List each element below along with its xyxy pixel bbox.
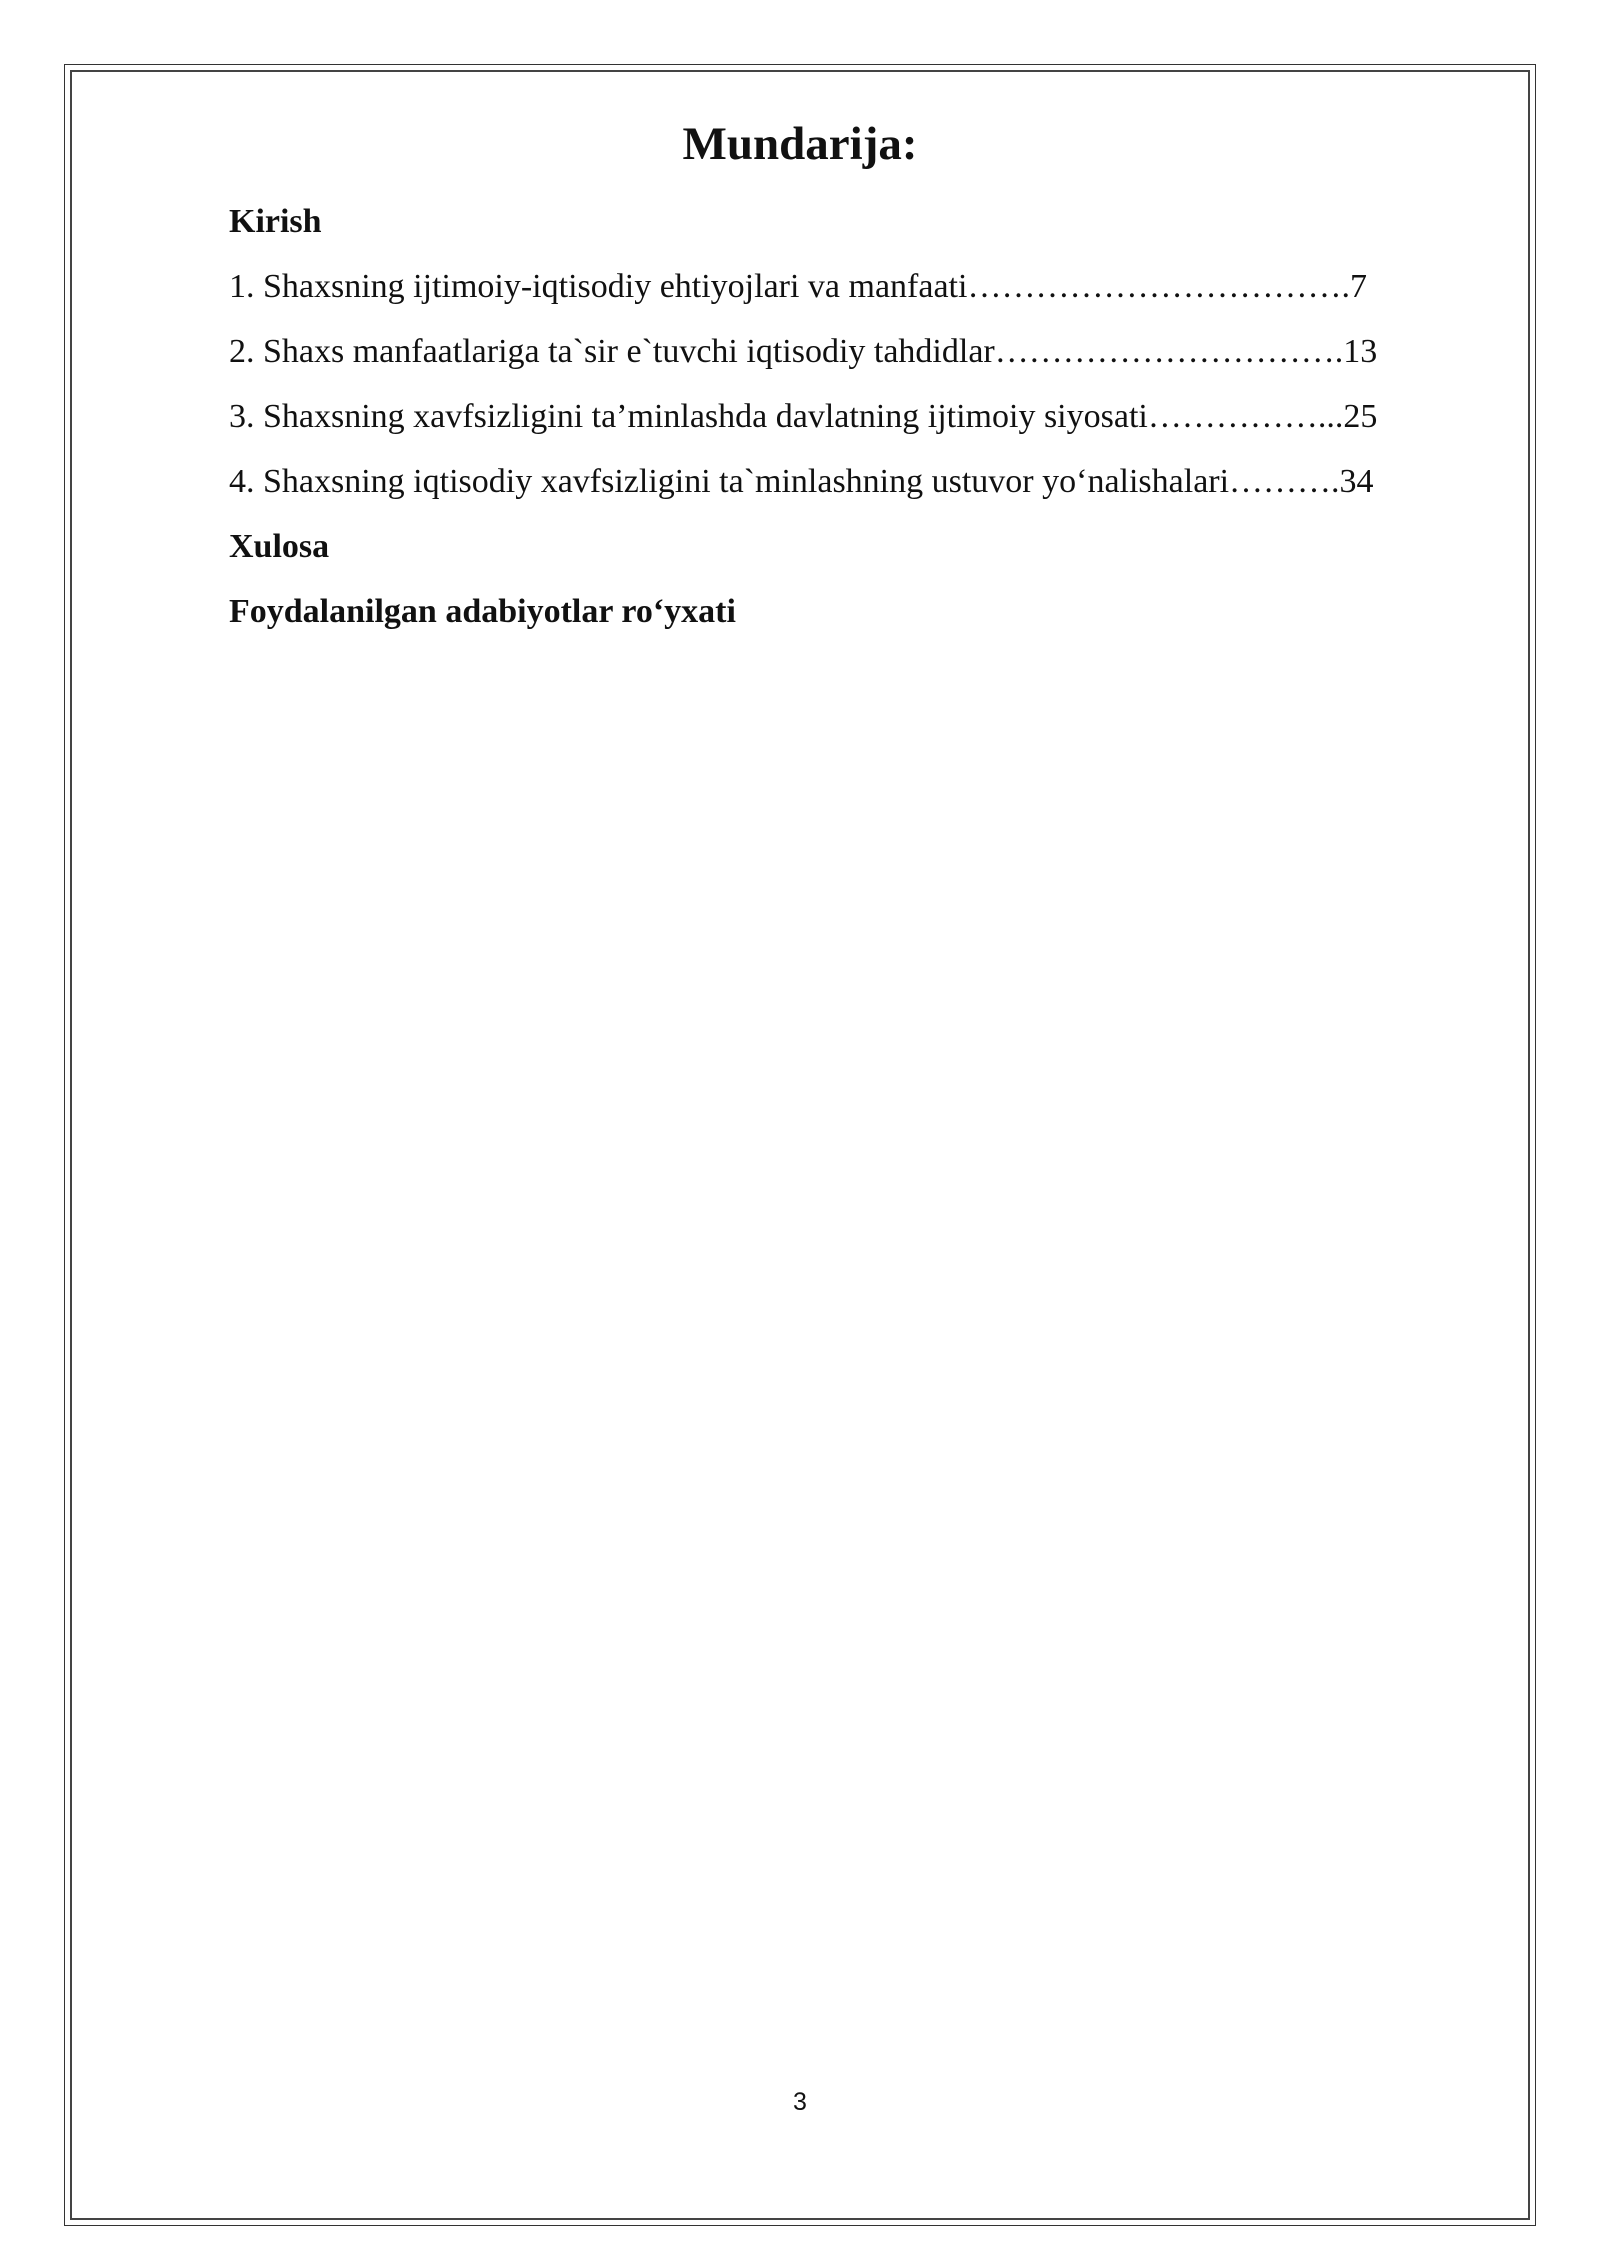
page-title: Mundarija: bbox=[682, 118, 918, 170]
toc-item-chapter-1: 1. Shaxsning ijtimoiy-iqtisodiy ehtiyojlari va manfaati…………………………….7 bbox=[229, 268, 1367, 305]
toc-item-conclusion: Xulosa bbox=[229, 528, 330, 565]
toc-item-introduction: Kirish bbox=[229, 203, 322, 240]
toc-item-bibliography: Foydalanilgan adabiyotlar ro‘yxati bbox=[229, 593, 736, 630]
toc-item-chapter-4: 4. Shaxsning iqtisodiy xavfsizligini ta`minlashning ustuvor yo‘nalishalari……….34 bbox=[229, 463, 1374, 500]
table-of-contents bbox=[229, 194, 1529, 649]
page-number: 3 bbox=[793, 2088, 807, 2116]
toc-item-chapter-3: 3. Shaxsning xavfsizligini ta’minlashda davlatning ijtimoiy siyosati……………...25 bbox=[229, 398, 1378, 435]
toc-item-chapter-2: 2. Shaxs manfaatlariga ta`sir e`tuvchi iqtisodiy tahdidlar………………………….13 bbox=[229, 333, 1378, 370]
